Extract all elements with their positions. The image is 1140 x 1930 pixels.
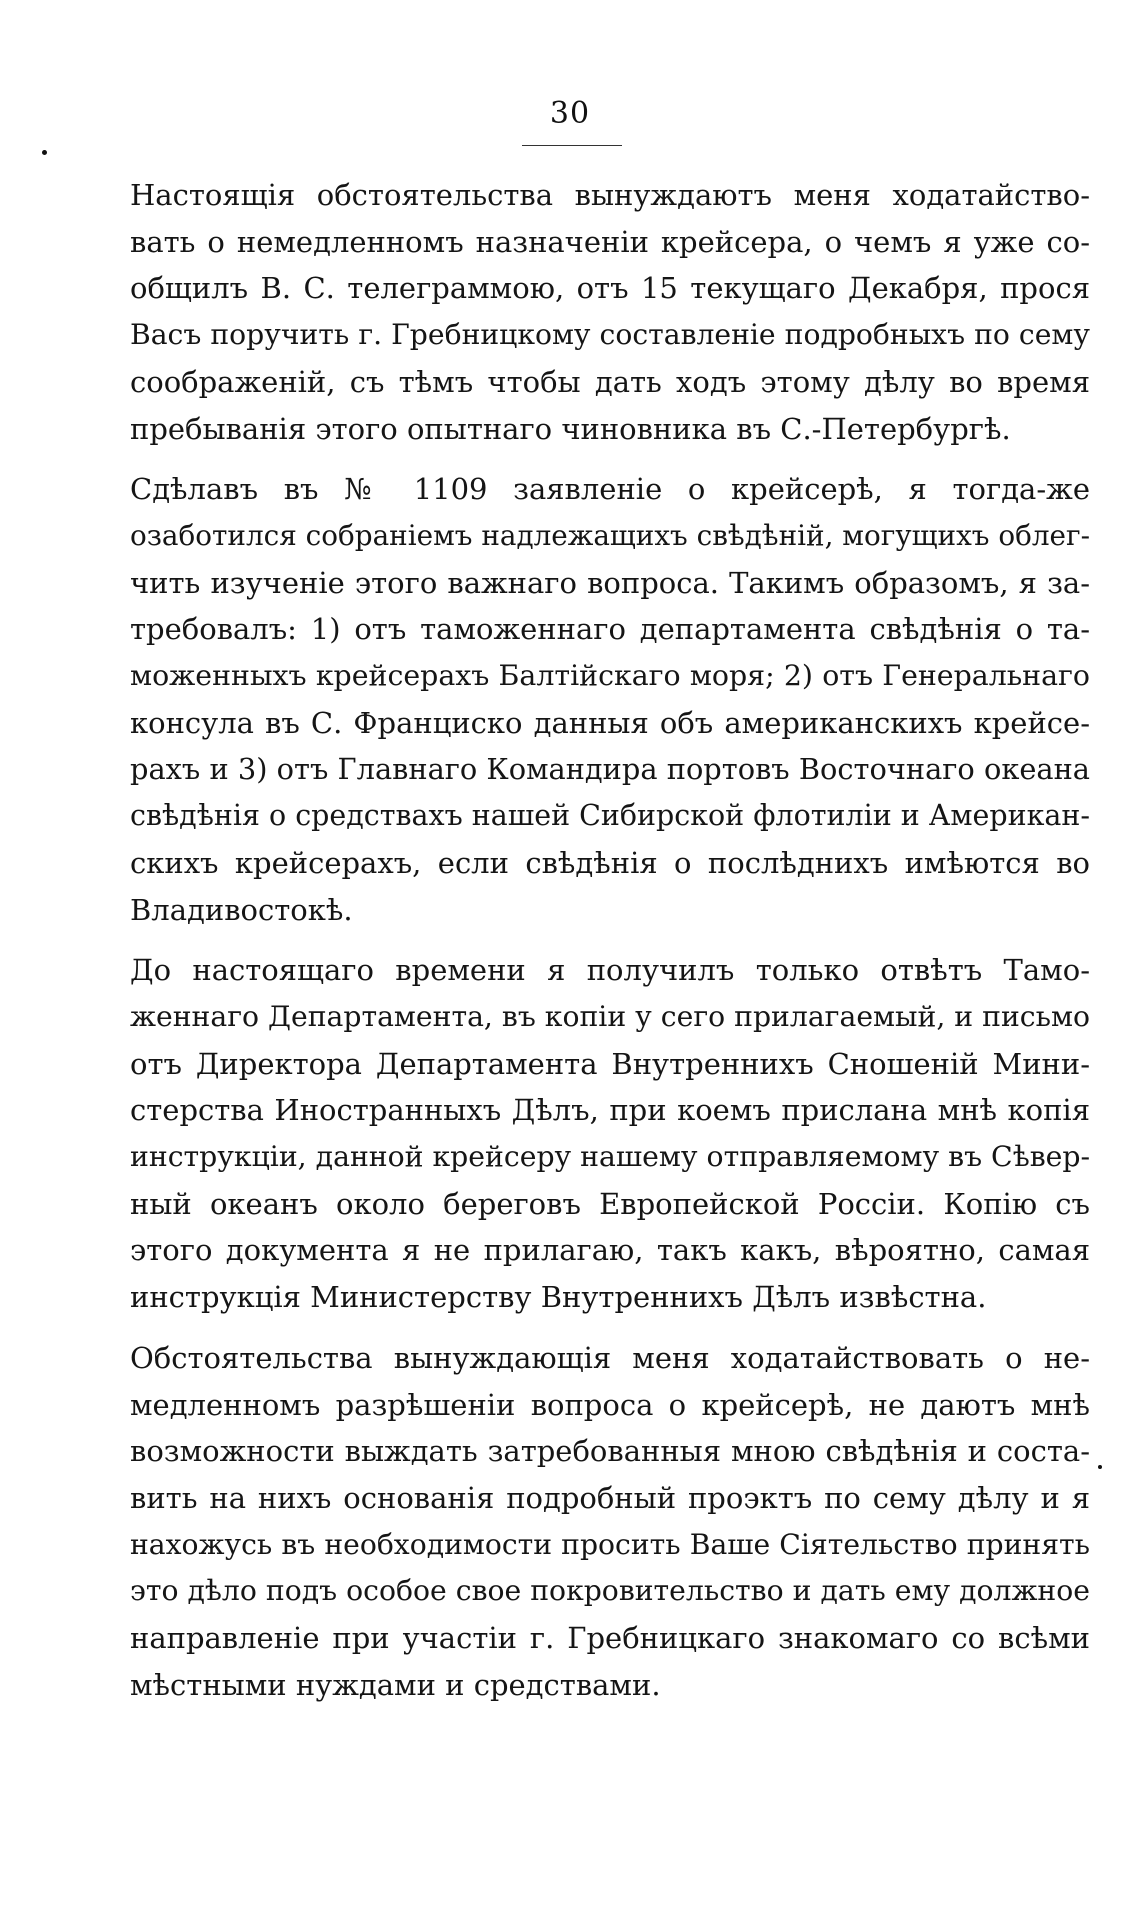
paragraph bbox=[130, 466, 1090, 933]
text-line: направленіе при участіи г. Гребницкаго знакомаго со всѣми bbox=[130, 1621, 1090, 1656]
text-line: рахъ и 3) отъ Главнаго Командира портовъ Восточнаго океана bbox=[130, 752, 1090, 787]
text-line: соображеній, съ тѣмъ чтобы дать ходъ этому дѣлу во время bbox=[130, 364, 1090, 399]
text-line: консула въ С. Франциско данныя объ американскихъ крейсе- bbox=[130, 705, 1090, 740]
text-line: свѣдѣнія о средствахъ нашей Сибирской флотиліи и Американ- bbox=[130, 799, 1090, 833]
text-line: Васъ поручить г. Гребницкому составленіе подробныхъ по сему bbox=[130, 318, 1090, 352]
text-line: пребыванія этого опытнаго чиновника въ С.-Петербургѣ. bbox=[130, 411, 1011, 446]
text-line: Сдѣлавъ въ № 1109 заявленіе о крейсерѣ, я тогда-же bbox=[130, 472, 1090, 507]
text-line: вить на нихъ основанія подробный проэктъ по сему дѣлу и я bbox=[130, 1480, 1090, 1515]
text-line: чить изученіе этого важнаго вопроса. Такимъ образомъ, я за- bbox=[130, 565, 1090, 600]
text-line: требовалъ: 1) отъ таможеннаго департамента свѣдѣнія о та- bbox=[130, 612, 1090, 647]
text-line: инструкція Министерству Внутреннихъ Дѣлъ извѣстна. bbox=[130, 1280, 987, 1315]
print-speck bbox=[1098, 1465, 1102, 1469]
paragraph bbox=[130, 947, 1090, 1321]
text-line: До настоящаго времени я получилъ только отвѣтъ Тамо- bbox=[130, 953, 1090, 988]
text-line: моженныхъ крейсерахъ Балтійскаго моря; 2) отъ Генеральнаго bbox=[130, 659, 1090, 693]
text-line: стерства Иностранныхъ Дѣлъ, при коемъ прислана мнѣ копія bbox=[130, 1093, 1090, 1128]
text-line: инструкціи, данной крейсеру нашему отправляемому въ Сѣвер- bbox=[130, 1140, 1091, 1174]
text-line: озаботился собраніемъ надлежащихъ свѣдѣній, могущихъ облег- bbox=[130, 518, 1090, 552]
text-line: этого документа я не прилагаю, такъ какъ, вѣроятно, самая bbox=[130, 1233, 1090, 1268]
text-line: Владивостокѣ. bbox=[130, 892, 353, 927]
text-line: мѣстными нуждами и средствами. bbox=[130, 1667, 661, 1702]
text-line: Обстоятельства вынуждающія меня ходатайствовать о не- bbox=[130, 1340, 1090, 1375]
text-line: общилъ В. С. телеграммою, отъ 15 текущаго Декабря, прося bbox=[130, 271, 1090, 306]
text-line: возможности выждать затребованныя мною свѣдѣнія и соста- bbox=[130, 1434, 1090, 1469]
text-line: женнаго Департамента, въ копіи у сего прилагаемый, и письмо bbox=[130, 999, 1090, 1033]
text-line: это дѣло подъ особое свое покровительство и дать ему должное bbox=[130, 1574, 1090, 1608]
paragraph bbox=[130, 1335, 1090, 1709]
page-number: 30 bbox=[549, 96, 591, 131]
paragraph bbox=[130, 172, 1090, 452]
page-number-rule bbox=[522, 145, 622, 146]
text-line: вать о немедленномъ назначеніи крейсера, о чемъ я уже со- bbox=[130, 224, 1090, 259]
print-speck bbox=[42, 150, 47, 155]
text-line: Настоящія обстоятельства вынуждаютъ меня ходатайство- bbox=[130, 178, 1090, 212]
text-line: нахожусь въ необходимости просить Ваше Сіятельство принять bbox=[130, 1527, 1090, 1561]
body-text bbox=[130, 172, 1090, 1709]
text-line: медленномъ разрѣшеніи вопроса о крейсерѣ, не даютъ мнѣ bbox=[130, 1387, 1090, 1422]
text-line: скихъ крейсерахъ, если свѣдѣнія о послѣднихъ имѣются во bbox=[130, 845, 1090, 880]
text-line: ный океанъ около береговъ Европейской Россіи. Копію съ bbox=[130, 1186, 1090, 1221]
text-line: отъ Директора Департамента Внутреннихъ Сношеній Мини- bbox=[130, 1046, 1090, 1081]
